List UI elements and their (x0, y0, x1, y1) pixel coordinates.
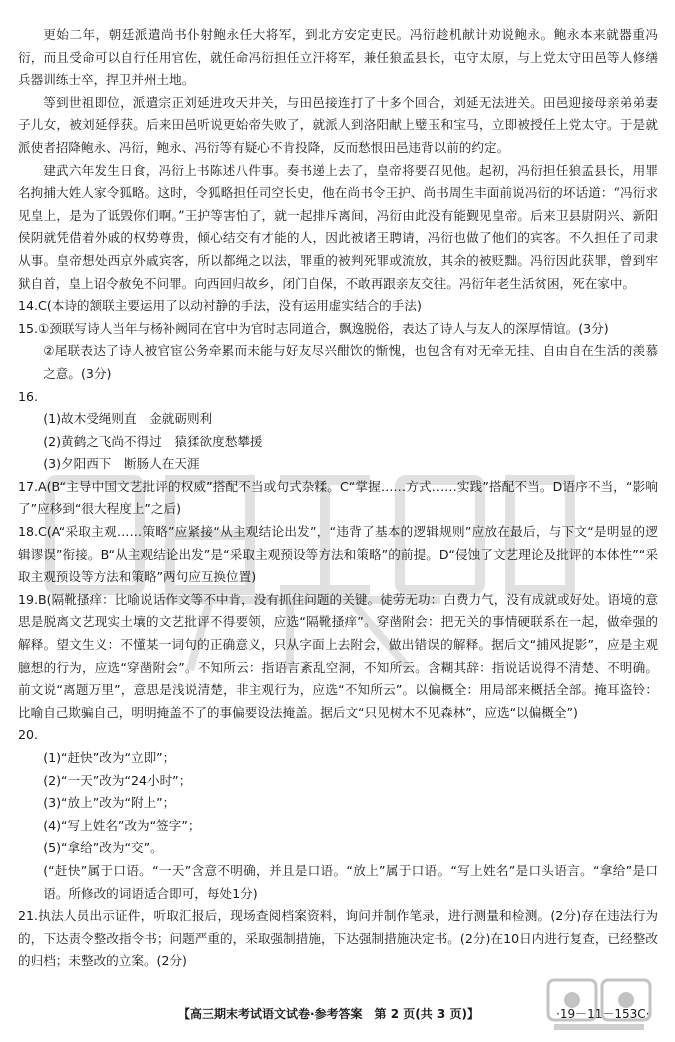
answer-20-3: (3)“放上”改为“附上”； (43, 795, 176, 811)
answer-18: 18.C(A“采取主观……策略”应紧接“从主观结论出发”，“违背了基本的逻辑规则”应放在最后，与下文“是明显的逻辑谬误”衔接。B“从主观结论出发”是“采取主观预设等方法和策略”的前提。D“侵蚀了文艺理论及批评的本体性”“采取主观预设等方法和策略”两句应互换位置) (18, 524, 658, 585)
passage-paragraph-2: 等到世祖即位，派遣宗正刘延进攻天井关，与田邑接连打了十多个回合，刘延无法进关。田邑迎接母亲弟弟妻子儿女，被刘延俘获。后来田邑听说更始帝失败了，就派人到洛阳献上璧玉和宝马，立即被授任上党太守。于是就派使者招降鲍永、冯衍，鲍永、冯衍等有疑心不肯投降，反而愁恨田邑违背以前的约定。 (18, 94, 658, 155)
answer-16-3: (3)夕阳西下 断肠人在天涯 (43, 456, 200, 472)
answer-15-part-2: ②尾联表达了诗人被官宦公务牵累而未能与好友尽兴酣饮的惭愧，也包含有对无牵无挂、自由自在生活的羡慕之意。(3分) (43, 343, 658, 381)
site-logo-icon (544, 976, 654, 1034)
answer-20-5: (5)“拿给”改为“交”。 (43, 840, 163, 856)
document-body (18, 24, 658, 973)
answer-20-4: (4)“写上姓名”改为“签字”； (43, 817, 201, 833)
answer-15-part-1: 15.①颈联写诗人当年与杨补阙同在官中为官时志同道合，飘逸脱俗，表达了诗人与友人的深厚情谊。(3分) (18, 320, 609, 336)
passage-paragraph-1: 更始二年，朝廷派遣尚书仆射鲍永任大将军，到北方安定吏民。冯衍趁机献计劝说鲍永。鲍永本来就器重冯衍，而且受命可以自行任用官佐，就任命冯衍担任立汗将军，兼任狼孟县长，屯守太原，与上党太守田邑等人修缮兵器训练士卒，捍卫并州土地。 (18, 27, 658, 88)
answer-21: 21.执法人员出示证件，听取汇报后，现场查阅档案资料，询问并制作笔录，进行测量和检测。(2分)存在违法行为的，下达责令整改指令书；问题严重的，采取强制措施，下达强制措施决定书。(2分)在10日内进行复查，已经整改的归档；未整改的立案。(2分) (18, 908, 658, 969)
passage-paragraph-3: 建武六年发生日食，冯衍上书陈述八件事。奏书递上去了，皇帝将要召见他。起初，冯衍担任狼孟县长，用罪名拘捕大姓人家令狐略。这时，令狐略担任司空长史，他在尚书令王护、尚书周生丰面前说冯衍的坏话道：“冯衍求见皇上，是为了诋毁你们啊。”王护等害怕了，就一起排斥离间，冯衍由此没有能觐见皇帝。后来卫县尉阴兴、新阳侯阴就凭借着外戚的权势尊贵，倾心结交有才能的人，因此被诸王聘请，冯衍也做了他们的宾客。不久担任了司隶从事。皇帝想处西京外戚宾客，所以都绳之以法，罪重的被判死罪或流放，其余的被贬黜。冯衍因此获罪，曾到牢狱自首，皇上诏令赦免不问罪。向西回归故乡，闭门自保，不敢再跟亲友交往。冯衍年老生活贫困，死在家中。 (18, 162, 658, 291)
answer-19: 19.B(隔靴搔痒：比喻说话作文等不中肯，没有抓住问题的关键。徒劳无功：白费力气，没有成就或好处。语境的意思是脱离文艺现实土壤的文艺批评不得要领，应选“隔靴搔痒”。穿凿附会：把无关的事情硬联系在一起，做牵强的解释。望文生义：不懂某一词句的正确意义，只从字面上去附会，做出错误的解释。据后文“捕风捉影”，应是主观臆想的行为，应选“穿凿附会”。不知所云：指语言紊乱空洞，不知所云。含糊其辞：指说话说得不清楚、不明确。前文说“离题万里”，意思是浅说清楚，非主观行为，应选“不知所云”。以偏概全：用局部来概括全部。掩耳盗铃：比喻自己欺骗自己，明明掩盖不了的事偏要设法掩盖。据后文“只见树木不见森林”，应选“以偏概全”) (18, 591, 658, 720)
answer-20-1: (1)“赶快”改为“立即”； (43, 750, 176, 765)
translation-passage (18, 24, 658, 295)
answer-list (18, 295, 658, 973)
answer-16-label: 16. (18, 388, 39, 404)
answer-20-note: (“赶快”属于口语。“一天”含意不明确，并且是口语。“放上”属于口语。“写上姓名”是口头语言。“拿给”是口语。所修改的词语适合即可，每处1分) (43, 862, 658, 901)
answer-16-1: (1)故木受绳则直 金就砺则利 (43, 411, 213, 427)
answer-17: 17.A(B“主导中国文艺批评的权威”搭配不当或句式杂糅。C“掌握……方式……实践”搭配不当。D语序不当，“影响了”应移到“很大程度上”之后) (18, 478, 658, 517)
answer-14: 14.C(本诗的颔联主要运用了以动衬静的手法，没有运用虚实结合的手法) (18, 298, 422, 314)
answer-20-2: (2)“一天”改为“24小时”； (43, 772, 192, 788)
answer-16-2: (2)黄鹤之飞尚不得过 猿猱欲度愁攀援 (43, 433, 263, 449)
footer-code: ·19－11－153C· (556, 1007, 650, 1021)
answer-20-label: 20. (18, 727, 39, 743)
footer-title: 【高三期末考试语文试卷·参考答案 第 2 页(共 3 页)】 (178, 1007, 479, 1021)
